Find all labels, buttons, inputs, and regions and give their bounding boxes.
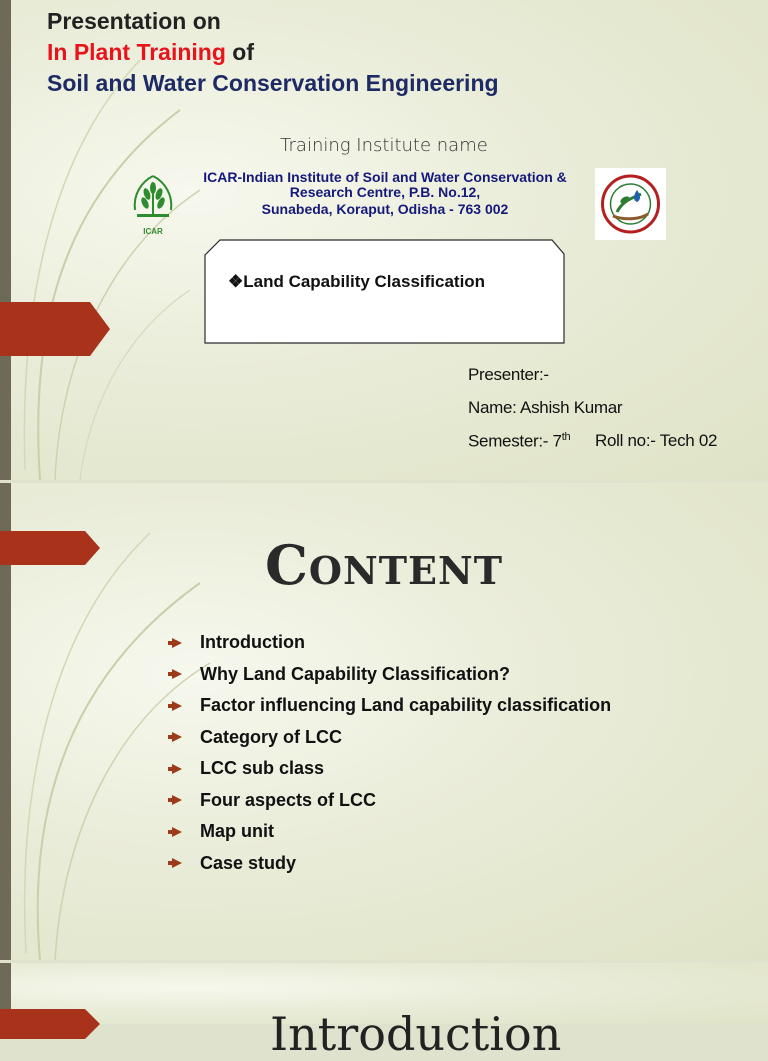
introduction-title: Introduction bbox=[270, 1007, 562, 1061]
content-list-item bbox=[172, 659, 611, 691]
content-list-item bbox=[172, 722, 611, 754]
address-line-3: Sunabeda, Koraput, Odisha - 763 002 bbox=[261, 201, 509, 217]
semester-sup: th bbox=[561, 431, 571, 443]
arrow-tab bbox=[0, 1009, 100, 1039]
arrow-bullet-icon bbox=[172, 764, 182, 774]
content-list-item bbox=[172, 816, 611, 848]
presenter-label: Presenter:- bbox=[468, 365, 549, 384]
arrow-bullet-icon bbox=[172, 638, 182, 648]
content-list-item-label: Why Land Capability Classification? bbox=[200, 663, 511, 684]
content-list-item bbox=[172, 753, 611, 785]
content-list-item-label: Case study bbox=[200, 852, 297, 873]
content-list-item-label: Map unit bbox=[200, 821, 274, 842]
arrow-bullet-icon bbox=[172, 795, 182, 805]
content-slide bbox=[0, 483, 768, 960]
roll-number: Roll no:- Tech 02 bbox=[595, 431, 718, 450]
address-line-1: ICAR-Indian Institute of Soil and Water Conservation & bbox=[203, 169, 567, 185]
title-highlight: In Plant Training bbox=[47, 39, 226, 65]
content-list bbox=[172, 627, 611, 879]
svg-text:ICAR: ICAR bbox=[143, 227, 163, 236]
content-list-item-label: Category of LCC bbox=[200, 726, 343, 747]
introduction-slide bbox=[0, 963, 768, 1061]
arrow-tab bbox=[0, 302, 110, 356]
content-title: Content bbox=[264, 533, 504, 597]
content-list-item-label: Introduction bbox=[200, 632, 305, 653]
semester-text: Semester:- 7 bbox=[468, 431, 562, 451]
content-list-item-label: LCC sub class bbox=[200, 758, 325, 779]
institute-label: Training Institute name bbox=[280, 135, 488, 156]
arrow-bullet-icon bbox=[172, 732, 182, 742]
title-line-1: Presentation on bbox=[47, 8, 221, 34]
presenter-name: Name: Ashish Kumar bbox=[468, 398, 623, 417]
content-list-item-label: Four aspects of LCC bbox=[200, 789, 377, 810]
semester bbox=[468, 431, 570, 452]
content-list-item bbox=[172, 785, 611, 817]
title-line-3: Soil and Water Conservation Engineering bbox=[47, 70, 499, 96]
arrow-bullet-icon bbox=[172, 827, 182, 837]
arrow-bullet-icon bbox=[172, 701, 182, 711]
content-list-item bbox=[172, 627, 611, 659]
topic-box bbox=[204, 239, 566, 345]
arrow-bullet-icon bbox=[172, 858, 182, 868]
arrow-bullet-icon bbox=[172, 669, 182, 679]
title-slide bbox=[0, 0, 768, 480]
title-line-2-rest: of bbox=[225, 39, 255, 65]
icar-logo bbox=[127, 170, 179, 238]
topic-text: ❖Land Capability Classification bbox=[228, 272, 486, 291]
content-list-item bbox=[172, 690, 611, 722]
content-list-item-label: Factor influencing Land capability classification bbox=[200, 695, 612, 716]
address-line-2: Research Centre, P.B. No.12, bbox=[289, 184, 481, 200]
title-line-2 bbox=[47, 39, 254, 66]
content-list-item bbox=[172, 848, 611, 880]
iiswc-logo bbox=[595, 168, 666, 240]
